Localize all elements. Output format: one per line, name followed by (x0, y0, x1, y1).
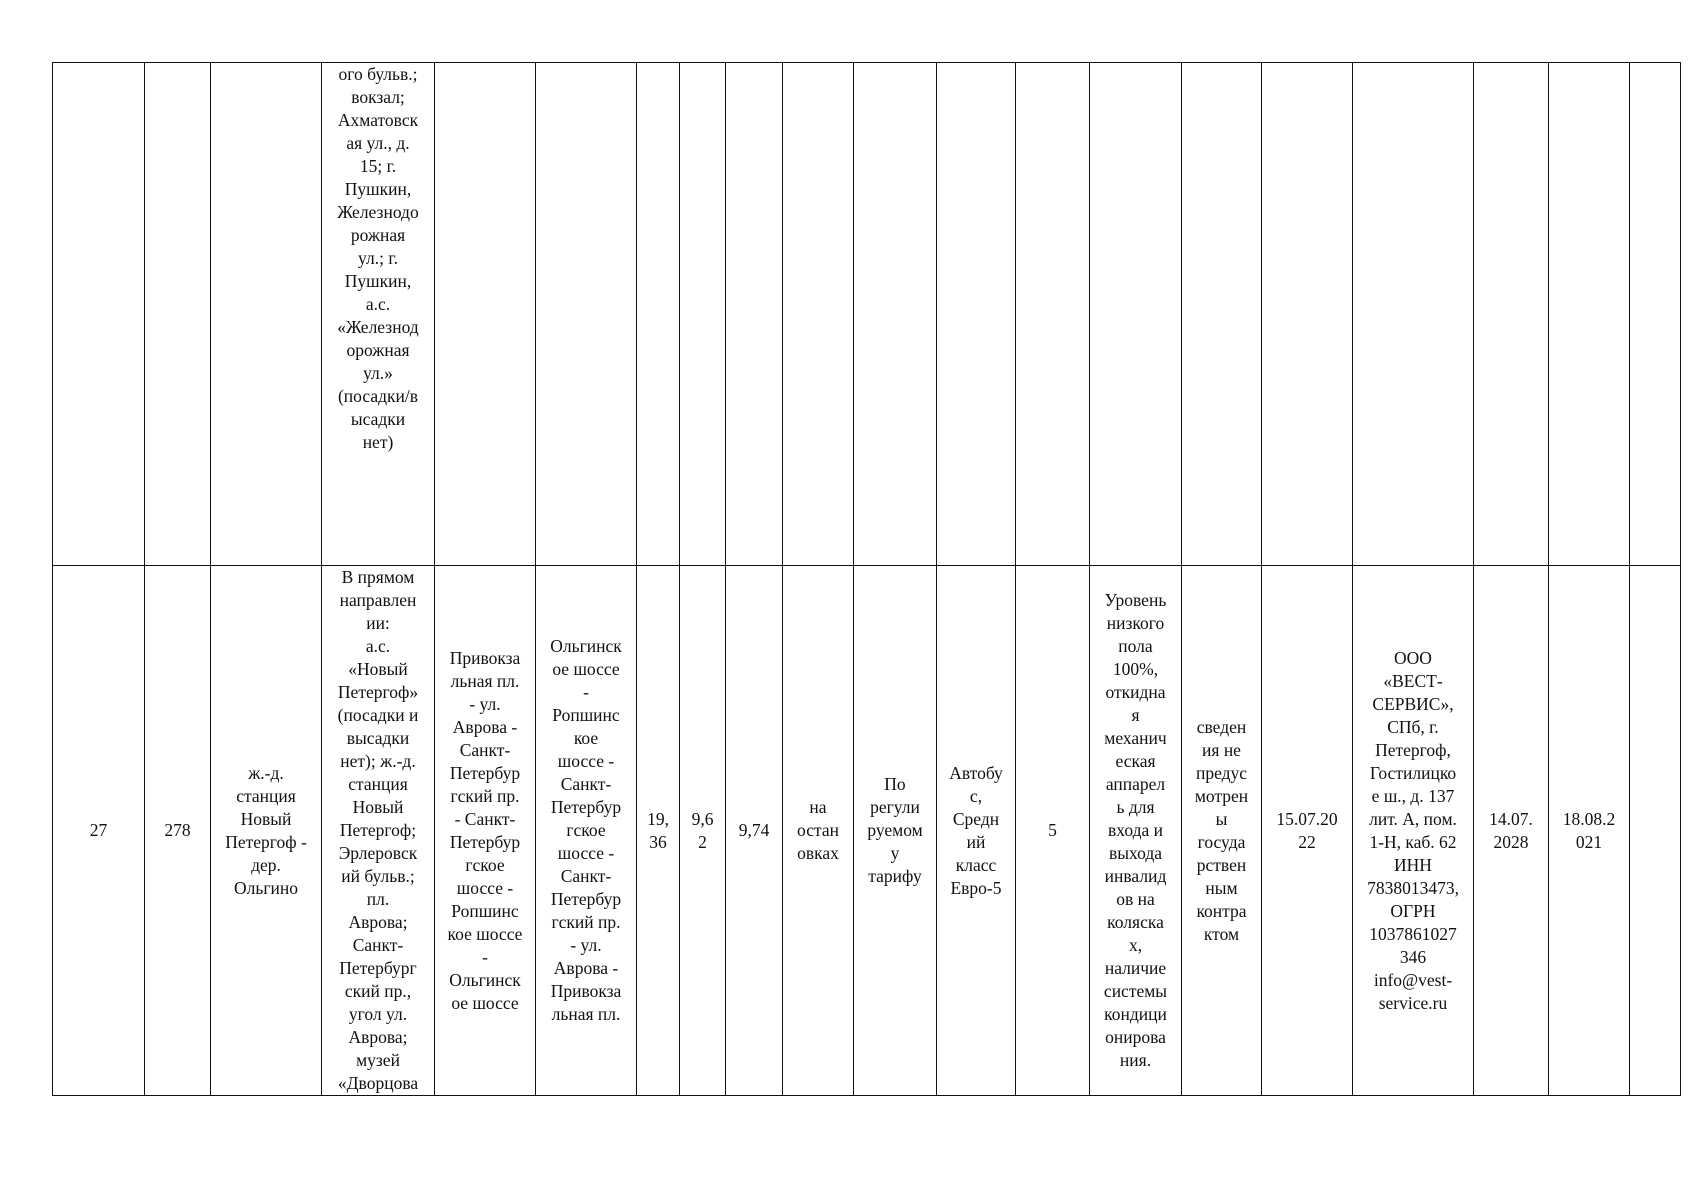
cell-text-line: Петергоф» (337, 682, 419, 702)
cell-route-no-prev (145, 63, 211, 566)
cell-text-line: Петербур (449, 831, 521, 852)
cell-text-line: пола (1118, 636, 1153, 656)
cell-text-line: у (890, 843, 900, 863)
cell-text-line: а.с. (365, 636, 391, 656)
cell-text-line: 22 (1298, 831, 1316, 852)
cell-tariff-prev (854, 63, 937, 566)
cell-text-line: - (583, 682, 589, 702)
cell-text-line: - Санкт- (454, 808, 516, 829)
cell-text-line: вокзал; (351, 87, 405, 107)
cell-text-line: ое шоссе (451, 992, 519, 1013)
cell-text-line: service.ru (1378, 992, 1448, 1013)
cell-text-line: ктом (1203, 923, 1240, 944)
cell-text-line: 9,6 (691, 808, 714, 829)
cell-text-line: - ул. (570, 935, 602, 955)
cell-vehicle-count: 5 (1016, 566, 1090, 1096)
cell-text-line: выхода (1108, 843, 1163, 863)
cell-text-line: е ш., д. 137 (1371, 785, 1455, 806)
cell-text-line: Санкт- (560, 866, 612, 886)
cell-text-line: онирова (1105, 1027, 1166, 1047)
cell-text-line: руемом (867, 820, 923, 840)
cell-text-line: музей (356, 1050, 400, 1070)
cell-vehicle-count-prev (1016, 63, 1090, 566)
cell-carrier-prev (1353, 63, 1474, 566)
cell-text-line: станция (236, 785, 296, 806)
cell-text-line: Петербур (449, 762, 521, 783)
cell-text-line: ООО (1394, 647, 1432, 668)
cell-extra-prev (1630, 63, 1681, 566)
cell-text-line: 7838013473, (1367, 877, 1459, 898)
cell-text-line: «Новый (348, 659, 408, 679)
cell-text-line: - (482, 946, 488, 967)
cell-text-line: ий (966, 831, 986, 852)
cell-text-line: Петергоф, (1375, 739, 1451, 760)
cell-text-line: Пушкин, (344, 271, 412, 291)
cell-text-line: ния. (1119, 1050, 1152, 1070)
cell-num-prev (53, 63, 145, 566)
cell-text-line: ь для (1116, 797, 1155, 817)
cell-text-line: нет); ж.-д. (340, 751, 416, 771)
cell-route-no: 278 (145, 566, 211, 1096)
cell-text-line: ии: (366, 613, 390, 633)
cell-stops-prev (322, 63, 435, 566)
cell-text-line: входа и (1107, 820, 1163, 840)
cell-text-line: ОГРН (1390, 900, 1436, 921)
cell-text-line: рствен (1196, 854, 1247, 875)
cell-text-line: ул.; г. (358, 248, 398, 268)
cell-text-line: Петергоф; (339, 820, 417, 840)
cell-text-line: ая ул., д. (346, 133, 410, 153)
cell-text-line: Аврова; (348, 1027, 408, 1047)
cell-contract-prev (1182, 63, 1262, 566)
cell-text-line: ий бульв.; (341, 866, 415, 886)
cell-text-line: я (1131, 705, 1140, 725)
cell-text-line: 1037861027 (1369, 923, 1457, 944)
cell-text-line: Автобу (949, 762, 1003, 783)
cell-text-line: Ольгино (233, 877, 298, 898)
cell-text-line: механич (1104, 728, 1167, 748)
cell-text-line: Железнодо (337, 202, 419, 222)
cell-text-line: Санкт- (560, 774, 612, 794)
cell-text-line: класс (955, 854, 997, 875)
cell-text-line: Ольгинск (550, 636, 622, 656)
cell-date3-prev (1549, 63, 1630, 566)
cell-text-line: низкого (1106, 613, 1165, 633)
cell-num: 27 (53, 566, 145, 1096)
cell-text-line: «Дворцова (337, 1073, 419, 1093)
cell-text-line: ого бульв.; (338, 64, 418, 84)
cell-text-line: Уровень (1104, 590, 1167, 610)
cell-date3 (1549, 566, 1630, 1096)
cell-text-line: гское (566, 820, 606, 840)
cell-text-line: шоссе - (456, 877, 514, 898)
cell-text-line: ысадки (350, 409, 406, 429)
cell-text-line: с, (969, 785, 983, 806)
cell-start-date (1262, 566, 1353, 1096)
cell-text-line: СПб, г. (1387, 716, 1439, 737)
cell-length-backward-prev (680, 63, 726, 566)
cell-text-line: ое шоссе (552, 659, 620, 679)
cell-text-line: кондици (1104, 1004, 1167, 1024)
cell-text-line: Пушкин, (344, 179, 412, 199)
cell-text-line: 346 (1399, 946, 1427, 967)
cell-text-line: 100%, (1112, 659, 1159, 679)
cell-text-line: системы (1103, 981, 1168, 1001)
cell-text-line: 14.07. (1489, 808, 1533, 829)
cell-text-line: дер. (251, 854, 281, 875)
cell-text-line: 1-Н, каб. 62 (1369, 831, 1457, 852)
cell-text-line: высадки (346, 728, 410, 748)
cell-text-line: Ольгинск (449, 969, 521, 990)
cell-streets-backward-prev (536, 63, 637, 566)
cell-text-line: В прямом (341, 567, 415, 587)
cell-start-date-prev (1262, 63, 1353, 566)
cell-text-line: лит. А, пом. (1369, 808, 1457, 829)
cell-text-line: коляска (1107, 912, 1164, 932)
cell-text-line: Петербур (550, 889, 622, 909)
cell-text-line: тарифу (868, 866, 922, 886)
cell-carrier (1353, 566, 1474, 1096)
cell-text-line: ы (1215, 808, 1228, 829)
cell-text-line: - ул. (469, 693, 501, 714)
cell-text-line: остан (797, 820, 839, 840)
cell-text-line: 2028 (1493, 831, 1529, 852)
cell-text-line: Аврова - (452, 716, 518, 737)
cell-text-line: ул.» (363, 363, 393, 383)
cell-text-line: Петербург (339, 958, 417, 978)
cell-text-line: Евро-5 (950, 877, 1002, 898)
cell-vehicle-features-prev (1090, 63, 1182, 566)
cell-text-line: наличие (1104, 958, 1167, 978)
cell-text-line: Новый (352, 797, 404, 817)
cell-text-line: гский пр. (450, 785, 520, 806)
cell-text-line: Петербур (550, 797, 622, 817)
cell-route-name (211, 566, 322, 1096)
table-row-27 (53, 566, 1681, 1096)
cell-text-line: еская (1115, 751, 1156, 771)
cell-text-line: (посадки и (337, 705, 419, 725)
cell-text-line: Привокза (449, 647, 521, 668)
cell-text-line: ж.-д. (248, 762, 284, 783)
cell-text-line: станция (348, 774, 408, 794)
cell-text-line: Ропшинс (552, 705, 620, 725)
cell-route-name-prev (211, 63, 322, 566)
cell-text-line: х, (1128, 935, 1143, 955)
cell-text-line: угол ул. (348, 1004, 408, 1024)
cell-text-line: регули (870, 797, 920, 817)
cell-text-line: шоссе - (557, 843, 615, 863)
cell-text-line: льная пл. (551, 1004, 621, 1024)
cell-text-line: 19, (647, 808, 669, 829)
cell-text-line: «ВЕСТ- (1383, 670, 1443, 691)
cell-text-line: (посадки/в (337, 386, 419, 406)
cell-streets-forward (435, 566, 536, 1096)
cell-end-date (1474, 566, 1549, 1096)
cell-text-line: Аврова - (553, 958, 619, 978)
table-row-previous (53, 63, 1681, 566)
cell-text-line: info@vest- (1373, 969, 1453, 990)
cell-text-line: направлен (339, 590, 417, 610)
cell-text-line: Санкт- (352, 935, 404, 955)
cell-text-line: Санкт- (459, 739, 511, 760)
cell-text-line: «Железнод (337, 317, 419, 337)
cell-text-line: аппарел (1105, 774, 1166, 794)
cell-text-line: шоссе - (557, 751, 615, 771)
cell-text-line: льная пл. (450, 670, 520, 691)
cell-length-total: 9,74 (726, 566, 783, 1096)
cell-text-line: кое шоссе (447, 923, 523, 944)
cell-text-line: 18.08.2 (1562, 808, 1616, 829)
cell-text-line: орожная (346, 340, 410, 360)
cell-text-line: инвалид (1104, 866, 1167, 886)
cell-text-line: откидна (1105, 682, 1166, 702)
cell-stop-order (783, 566, 854, 1096)
cell-text-line: ным (1205, 877, 1238, 898)
cell-vehicle (937, 566, 1016, 1096)
cell-length-total-prev (726, 63, 783, 566)
cell-text-line: Петергоф - (225, 831, 307, 852)
cell-text-line: гское (465, 854, 505, 875)
cell-text-line: ов на (1116, 889, 1155, 909)
cell-text-line: овках (797, 843, 839, 863)
cell-text-line: ский пр., (344, 981, 412, 1001)
cell-text-line: СЕРВИС», (1372, 693, 1454, 714)
cell-length-forward-prev (637, 63, 680, 566)
cell-text-line: Аврова; (348, 912, 408, 932)
cell-text-line: госуда (1197, 831, 1246, 852)
cell-stop-order-prev (783, 63, 854, 566)
cell-text-line: мотрен (1194, 785, 1249, 806)
cell-end-date-prev (1474, 63, 1549, 566)
cell-text-line: пл. (366, 889, 390, 909)
cell-text-line: ИНН (1394, 854, 1432, 875)
cell-text-line: Средн (952, 808, 1000, 829)
cell-tariff (854, 566, 937, 1096)
cell-stops (322, 566, 435, 1096)
cell-text-line: 021 (1575, 831, 1603, 852)
cell-text-line: предус (1195, 762, 1248, 783)
cell-streets-forward-prev (435, 63, 536, 566)
cell-vehicle-features (1090, 566, 1182, 1096)
cell-text-line: 15.07.20 (1276, 808, 1338, 829)
cell-text-line: Ахматовск (337, 110, 419, 130)
cell-text-line: Новый (240, 808, 292, 829)
cell-contract (1182, 566, 1262, 1096)
cell-text-line: По (884, 774, 906, 794)
cell-length-forward (637, 566, 680, 1096)
cell-text-line: Эрлеровск (338, 843, 418, 863)
cell-text-line: нет) (362, 432, 394, 452)
cell-text-line: 36 (649, 831, 667, 852)
cell-streets-backward (536, 566, 637, 1096)
cell-text-line: гский пр. (551, 912, 621, 932)
cell-extra (1630, 566, 1681, 1096)
cell-text-line: Привокза (550, 981, 622, 1001)
cell-text-line: на (809, 797, 827, 817)
cell-text-line: контра (1196, 900, 1247, 921)
cell-text-line: а.с. (365, 294, 391, 314)
cell-text-line: сведен (1196, 716, 1247, 737)
cell-text-line: рожная (350, 225, 406, 245)
cell-text-line: 2 (698, 831, 707, 852)
cell-text-line: 15; г. (359, 156, 397, 176)
cell-text-line: Гостилицко (1369, 762, 1457, 783)
cell-text-line: Ропшинс (451, 900, 519, 921)
cell-length-backward (680, 566, 726, 1096)
cell-text-line: ия не (1202, 739, 1241, 760)
cell-text-line: кое (573, 728, 599, 748)
cell-vehicle-prev (937, 63, 1016, 566)
route-register-table (52, 62, 1681, 1096)
